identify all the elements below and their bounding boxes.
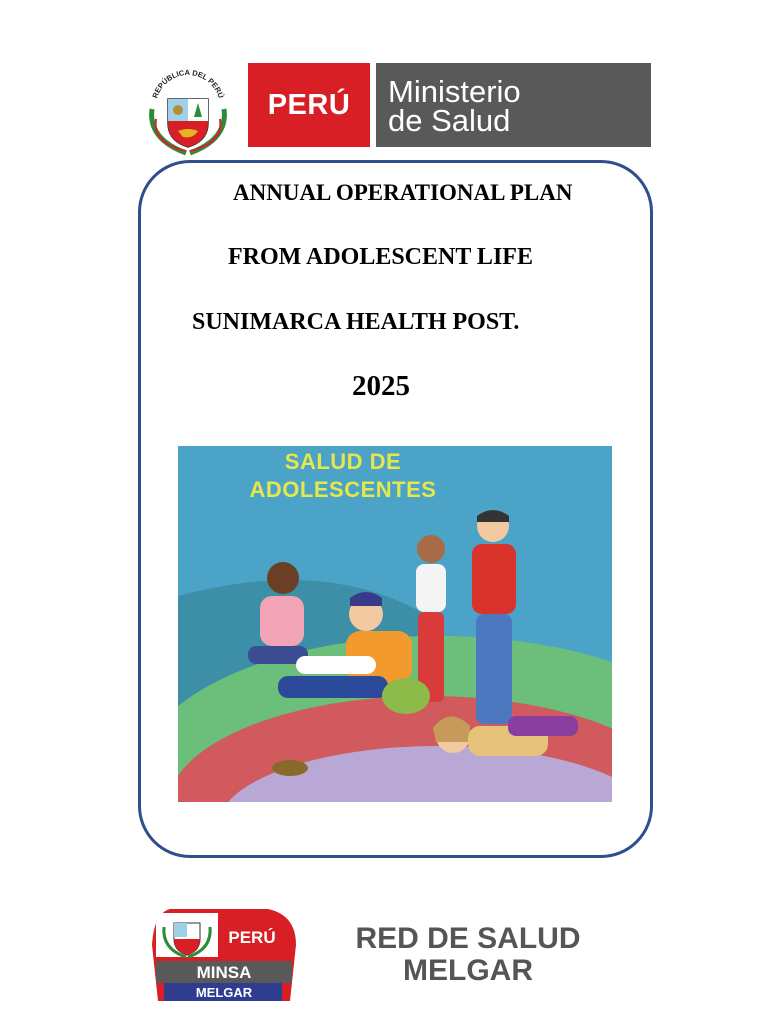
illustration-title <box>178 448 508 504</box>
minsa-melgar-badge-icon <box>150 905 298 1005</box>
network-name <box>308 923 628 987</box>
footer-logo <box>150 905 630 1010</box>
illustration-title-line-1: SALUD DE <box>284 449 402 474</box>
cover-title-line-2: FROM ADOLESCENT LIFE <box>228 244 533 270</box>
peru-label: PERÚ <box>267 88 351 121</box>
ministry-brand-block <box>376 63 651 147</box>
svg-text:MELGAR: MELGAR <box>195 985 253 1000</box>
network-line-1: RED DE SALUD <box>355 922 581 955</box>
ministry-line-1: Ministerio <box>388 74 521 109</box>
header-logo-bar <box>120 55 660 160</box>
cover-title-line-1: ANNUAL OPERATIONAL PLAN <box>233 180 573 205</box>
network-line-2: MELGAR <box>403 954 533 987</box>
svg-text:PERÚ: PERÚ <box>228 928 276 947</box>
svg-text:MINSA: MINSA <box>196 963 252 982</box>
cover-year: 2025 <box>352 370 410 402</box>
peru-brand-block <box>248 63 370 147</box>
ministry-line-2: de Salud <box>388 103 511 138</box>
svg-text:REPÚBLICA DEL PERÚ: REPÚBLICA DEL PERÚ <box>150 67 226 100</box>
peru-coat-of-arms-icon <box>138 61 238 157</box>
cover-title-line-3: SUNIMARCA HEALTH POST. <box>192 309 520 335</box>
illustration-title-line-2: ADOLESCENTES <box>249 477 437 502</box>
adolescent-health-illustration <box>178 446 612 802</box>
